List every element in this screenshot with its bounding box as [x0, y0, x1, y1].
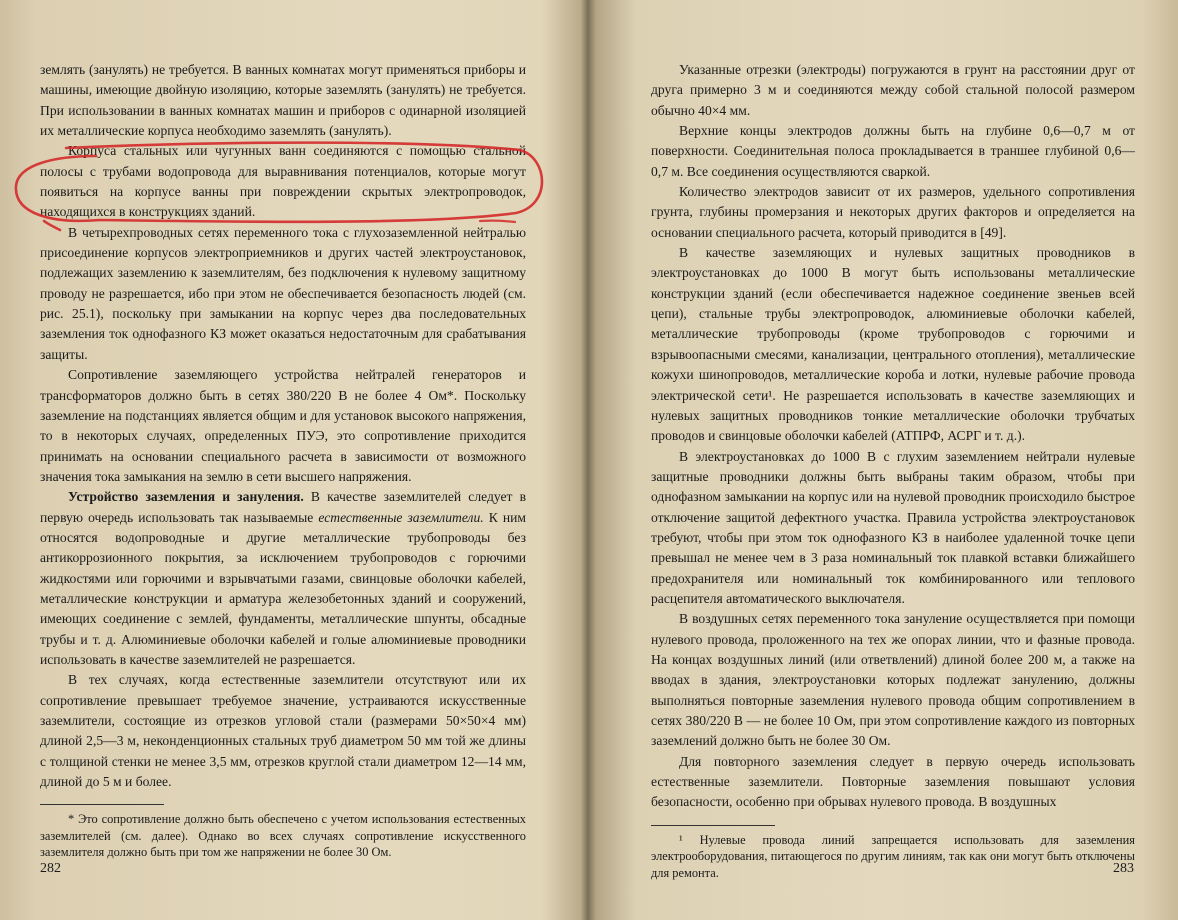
- left-paragraph-2-highlighted: Корпуса стальных или чугунных ванн соединяются с помощью стальной полосы с трубами водопровода для выравнивания потенциалов, которые могут появиться на корпусе ванны при повреждении скрытых электропроводок, находящихся в конструкциях зданий.: [40, 143, 526, 220]
- left-paragraph-6: В тех случаях, когда естественные заземлители отсутствуют или их сопротивление превышает требуемое значение, устраиваются искусственные заземлители, состоящие из отрезков угловой стали (размерами 50×50×4 мм) длиной 2,5—3 м, неконденционных стальных труб диаметром 50 мм той же длины с толщиной стенки не менее 3,5 мм, отрезков круглой стали диаметром 12—14 мм, длиной до 5 м и более.: [40, 672, 526, 790]
- left-paragraph-3: В четырехпроводных сетях переменного тока с глухозаземленной нейтралью присоединение корпусов электроприемников и других частей электроустановок, подлежащих заземлению к заземлителям, без подключения к нулевому защитному проводу не разрешается, ибо при этом не обеспечивается безопасность людей (см. рис. 25.1), поскольку при замыкании на корпус через два последовательных заземления ток однофазного КЗ может оказаться недостаточным для срабатывания защиты.: [40, 224, 526, 362]
- left-paragraph-5: Устройство заземления и зануления. В качестве заземлителей следует в первую очередь использовать так называемые естественные заземлители. К ним относятся водопроводные и другие металлические трубопроводы без антикоррозионного покрытия, за исключением трубопроводов с горючими жидкостями или горючими и взрывчатыми газами, свинцовые оболочки кабелей, металлические конструкции и арматура железобетонных зданий и сооружений, имеющих соединение с землей, фундаменты, металлические шпунты, обсадные трубы и т. д. Алюминиевые оболочки кабелей и голые алюминиевые проводники использовать в качестве заземлителей не разрешается.: [40, 489, 526, 667]
- right-paragraph-5: В электроустановках до 1000 В с глухим заземлением нейтрали нулевые защитные проводники должны быть выбраны таким образом, чтобы при однофазном замыкании на корпус или на нулевой проводник происходило быстрое отключение защитой дефектного участка. Правила устройства электроустановок требуют, чтобы при этом ток однофазного КЗ в наиболее удаленной точке цепи превышал не менее чем в 3 раза номинальный ток плавкой вставки ближайшего предохранителя или номинальный ток комбинированного или теплового расцепителя автоматического выключателя.: [651, 448, 1135, 606]
- footnote-divider: [40, 804, 164, 805]
- left-page: [40, 60, 526, 861]
- left-paragraph-4: Сопротивление заземляющего устройства нейтралей генераторов и трансформаторов должно быть в сетях 380/220 В не более 4 Ом*. Поскольку заземление на подстанциях является общим и для установок высокого напряжения, то в некоторых случаях, определенных ПУЭ, это сопротивление приходится принимать на основании специального расчета в зависимости от возможного значения тока замыкания на землю в сети высшего напряжения.: [40, 367, 526, 484]
- section-heading: Устройство заземления и зануления.: [68, 489, 304, 505]
- left-footnote: * Это сопротивление должно быть обеспечено с учетом использования естественных заземлителей (см. далее). Однако во всех случаях сопротивление искусственного заземлителя должно быть при том же напряжении не более 30 Ом.: [40, 812, 526, 860]
- right-paragraph-4: В качестве заземляющих и нулевых защитных проводников в электроустановках до 1000 В могут быть использованы металлические конструкции зданий (если обеспечивается надежное соединение звеньев всей цепи), стальные трубы электропроводок, алюминиевые оболочки кабелей, металлические трубопроводы (кроме трубопроводов с горючими и взрывоопасными смесями, канализации, центрального отопления), металлические кожухи шинопроводов, металлические короба и лотки, нулевые рабочие провода электрической сети¹. Не разрешается использовать в качестве заземляющих и нулевых защитных проводников тонкие металлические оболочки трубчатых проводов и свинцовые оболочки кабелей (АТПРФ, АСРГ и т. д.).: [651, 245, 1135, 444]
- right-paragraph-7: Для повторного заземления следует в первую очередь использовать естественные заземлители. Повторные заземления повышают условия безопасности, особенно при обрывах нулевого провода. В воздушных: [651, 753, 1135, 810]
- left-paragraph-1: землять (занулять) не требуется. В ванных комнатах могут применяться приборы и машины, имеющие двойную изоляцию, которые заземлять (занулять) не требуется. При использовании в ванных комнатах машин и приборов с одинарной изоляцией их металлические корпуса необходимо заземлять (занулять).: [40, 62, 526, 139]
- footnote-divider: [651, 825, 775, 826]
- right-paragraph-6: В воздушных сетях переменного тока зануление осуществляется при помощи нулевого провода, проложенного на тех же опорах линии, что и фазные провода. На концах воздушных линий (или ответвлений) длиной более 200 м, а также на вводах в здания, электроустановки которых подлежат занулению, должны выполняться повторные заземления нулевого провода общим сопротивлением в сетях 380/220 В — не более 10 Ом, при этом сопротивление каждого из повторных заземлений должно быть не более 30 Ом.: [651, 611, 1135, 749]
- right-page-number: 283: [1113, 861, 1134, 876]
- right-page: [651, 60, 1135, 881]
- right-paragraph-3: Количество электродов зависит от их размеров, удельного сопротивления грунта, глубины промерзания и некоторых других факторов и определяется на основании специального расчета, который приводится в [49].: [651, 184, 1135, 240]
- right-footnote: ¹ Нулевые провода линий запрещается использовать для заземления электрооборудования, питающегося по другим линиям, так как они могут быть отключены для ремонта.: [651, 832, 1135, 880]
- italic-term: естественные заземлители.: [318, 509, 484, 525]
- right-paragraph-2: Верхние концы электродов должны быть на глубине 0,6—0,7 м от поверхности. Соединительная полоса прокладывается в траншее глубиной 0,6—0,7 м. Все соединения осуществляются сваркой.: [651, 123, 1135, 179]
- right-paragraph-1: Указанные отрезки (электроды) погружаются в грунт на расстоянии друг от друга примерно 3 м и соединяются между собой стальной полосой размером обычно 40×4 мм.: [651, 62, 1135, 118]
- left-page-number: 282: [40, 861, 61, 876]
